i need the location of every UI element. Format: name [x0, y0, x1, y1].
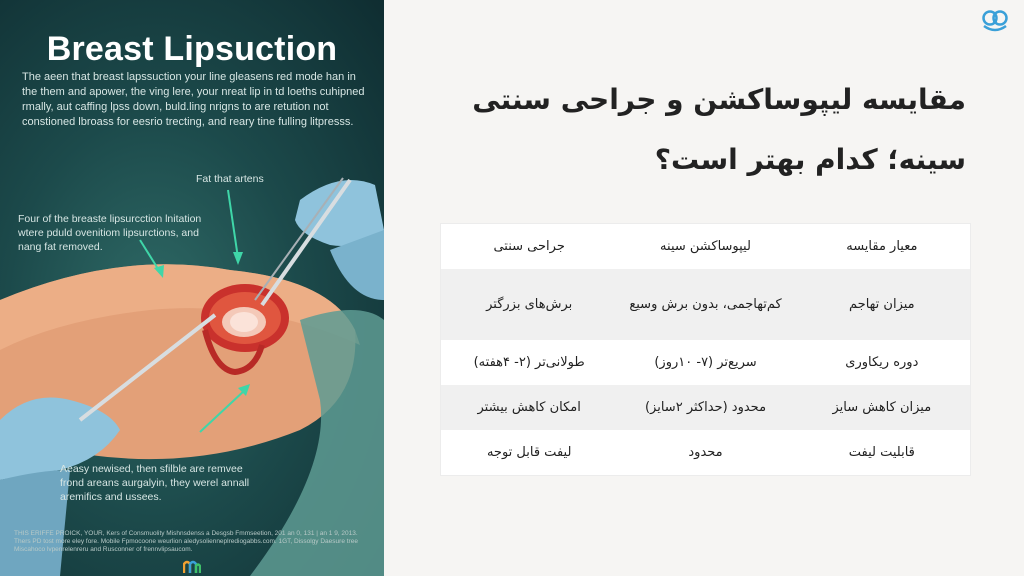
row-criterion: دوره ریکاوری	[845, 354, 919, 370]
label-four: Four of the breaste lipsurcction lnitation wtere pduld ovenitiom lipsurctions, and nang fat removed.	[18, 213, 202, 253]
row-liposuction: محدود (حداکثر ۲سایز)	[644, 399, 767, 415]
table-row	[441, 340, 970, 385]
label-bottom: Aeasy newised, then sfilble are remvee frond areans aurgalyin, they werel annall aremifics and ussees.	[60, 463, 250, 503]
row-criterion: میزان تهاجم	[849, 296, 915, 312]
table-row	[441, 385, 970, 430]
page-title	[420, 70, 966, 190]
table-header-row	[441, 224, 970, 269]
brand-logo-icon[interactable]	[980, 8, 1010, 32]
row-liposuction: سریع‌تر (۷- ۱۰روز)	[654, 354, 757, 370]
row-traditional: لیفت قابل توجه	[486, 444, 572, 460]
poster-footnote: THIS ERIFFE PROICK, YOUR, Kers of Consmuolity Mishnsdenss a Desgsb Fmmseetion, 201 an 0, 131 | an 1 9, 2013. Thers PD tost more eley fore. Mobile Fpmocoone weurlion aledysolienneplrediogabbs.com. 1GT, Dissolgy Daesure tree Miscahoco lvpenrelenreru and Rusconner of frennvlipsaucom.	[14, 530, 358, 553]
label-fat: Fat that artens	[196, 173, 264, 185]
title-line-2: سینه؛ کدام بهتر است؟	[654, 143, 966, 176]
poster-title: Breast Lipsuction	[46, 30, 338, 68]
header-liposuction: لیپوساکشن سینه	[660, 238, 751, 254]
row-criterion: میزان کاهش سایز	[832, 399, 932, 415]
header-traditional: جراحی سنتی	[493, 238, 565, 254]
header-criterion: معیار مقایسه	[846, 238, 918, 254]
row-traditional: طولانی‌تر (۲- ۴هفته)	[473, 354, 585, 370]
row-traditional: امکان کاهش بیشتر	[477, 399, 581, 415]
illustration-poster	[0, 0, 384, 576]
row-traditional: برش‌های بزرگتر	[486, 296, 573, 312]
row-liposuction: کم‌تهاجمی، بدون برش وسیع	[629, 296, 782, 312]
table-row	[441, 269, 970, 340]
row-liposuction: محدود	[688, 444, 723, 460]
poster-logo-icon	[183, 560, 201, 574]
row-criterion: قابلیت لیفت	[848, 444, 915, 460]
title-line-1: مقایسه لیپوساکشن و جراحی سنتی	[472, 83, 966, 116]
poster-intro: The aeen that breast lapssuction your line gleasens red mode han in the them and apower, the ving lere, your nreat lip in td loeths cuhipned rmally, aut caffing lpss down, buld.ling nrigns to are retution not constioned lbroass for eesrio trecting, and reary tine fulling litpresss.	[22, 71, 365, 128]
table-row	[441, 430, 970, 475]
comparison-table	[440, 223, 971, 476]
